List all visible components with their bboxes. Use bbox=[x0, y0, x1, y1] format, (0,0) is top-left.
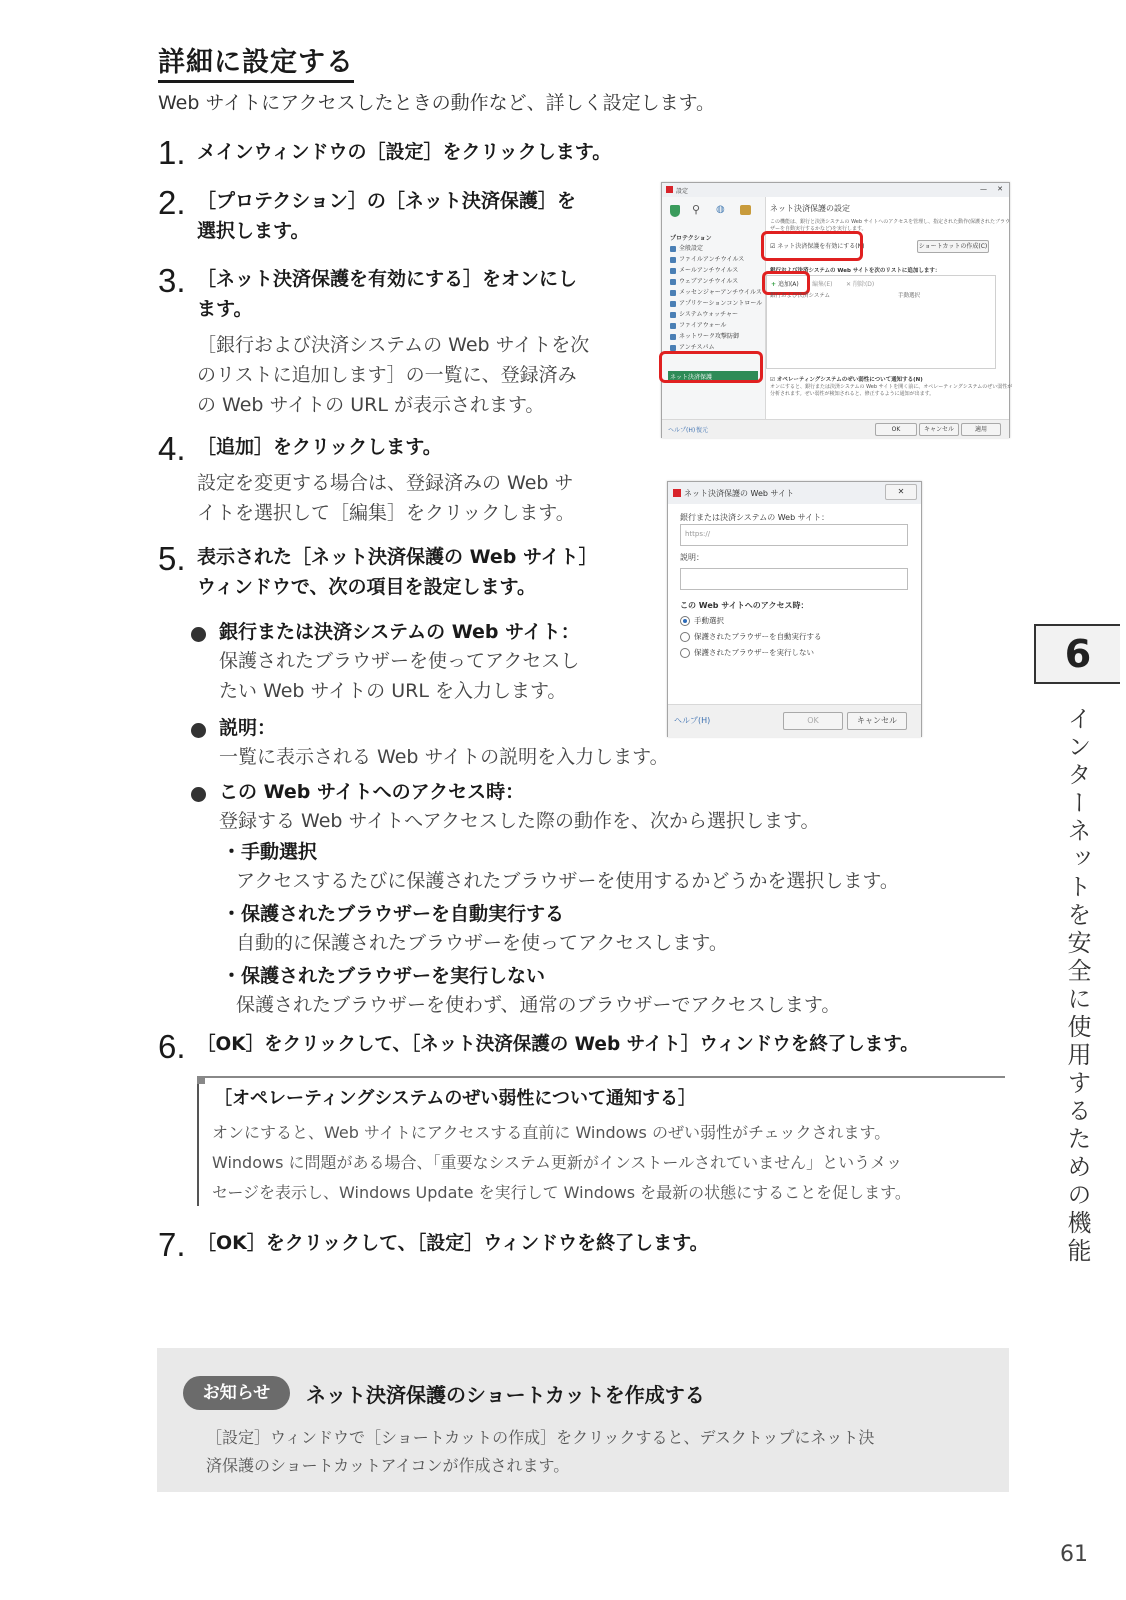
dialog-title: ネット決済保護の Web サイト bbox=[684, 489, 794, 498]
step-1-text: メインウィンドウの［設定］をクリックします。 bbox=[197, 141, 612, 163]
step-3-body-2: のリストに追加します］の一覧に、登録済み bbox=[197, 364, 577, 386]
step-number-1: 1. bbox=[158, 134, 186, 171]
bullet-1-body-2: たい Web サイトの URL を入力します。 bbox=[219, 680, 567, 702]
step-2-line-2: 選択します。 bbox=[197, 220, 310, 242]
shield-icon[interactable] bbox=[670, 205, 680, 217]
option-2-body: 自動的に保護されたブラウザーを使ってアクセスします。 bbox=[236, 932, 728, 954]
sidebar-item-icon bbox=[670, 246, 676, 252]
sidebar-item-file-av[interactable]: ファイルアンチウイルス bbox=[670, 254, 744, 263]
info-badge: お知らせ bbox=[183, 1376, 290, 1410]
briefcase-icon[interactable] bbox=[740, 205, 751, 215]
window-titlebar bbox=[662, 183, 1009, 197]
step-3-line-2: ます。 bbox=[197, 298, 253, 320]
cancel-button[interactable]: キャンセル bbox=[847, 712, 907, 730]
sidebar-item-safe-money[interactable]: ネット決済保護 bbox=[668, 371, 758, 382]
option-2-head: ・保護されたブラウザーを自動実行する bbox=[222, 903, 565, 925]
sidebar-item-icon bbox=[670, 312, 676, 318]
plus-icon: + bbox=[771, 281, 777, 288]
create-shortcut-button[interactable]: ショートカットの作成(C) bbox=[917, 240, 989, 253]
chapter-title: インターネットを安全に使用するための機能 bbox=[1063, 706, 1091, 1266]
url-placeholder: https:// bbox=[685, 530, 711, 538]
list-row-name: 銀行および決済システム bbox=[770, 293, 830, 299]
sidebar-item-app-control[interactable]: アプリケーションコントロール bbox=[670, 298, 762, 307]
bullet-3-head: この Web サイトへのアクセス時： bbox=[219, 781, 525, 803]
sidebar-item-icon bbox=[670, 268, 676, 274]
page-title: 詳細に設定する bbox=[158, 40, 354, 83]
apply-button[interactable]: 適用 bbox=[961, 423, 1001, 436]
radio-no-run[interactable] bbox=[680, 648, 690, 658]
option-3-head: ・保護されたブラウザーを実行しない bbox=[222, 965, 546, 987]
sidebar-item-icon bbox=[670, 290, 676, 296]
option-1-head: ・手動選択 bbox=[222, 841, 318, 863]
tools-icon[interactable]: ◍ bbox=[716, 204, 725, 215]
sidebar-item-icon bbox=[670, 323, 676, 329]
ok-button[interactable]: OK bbox=[875, 423, 917, 436]
sidebar-item-icon bbox=[670, 279, 676, 285]
page-number: 61 bbox=[1060, 1542, 1088, 1567]
url-label: 銀行または決済システムの Web サイト： bbox=[680, 513, 830, 522]
sidebar-item-im-av[interactable]: メッセンジャーアンチウイルス bbox=[670, 287, 762, 296]
ok-button[interactable]: OK bbox=[783, 712, 843, 730]
bullet-1-head: 銀行または決済システムの Web サイト： bbox=[219, 621, 580, 643]
step-number-7: 7. bbox=[158, 1226, 186, 1263]
enable-label: ネット決済保護を有効にする(N) bbox=[777, 243, 865, 250]
note-body bbox=[212, 1118, 911, 1208]
access-label: この Web サイトへのアクセス時： bbox=[680, 601, 809, 610]
os-vuln-checkbox[interactable]: ☑ オペレーティングシステムのぜい弱性について通知する(N) bbox=[770, 377, 923, 383]
safe-money-website-dialog-screenshot bbox=[667, 481, 922, 737]
minimize-icon[interactable]: — bbox=[980, 185, 987, 193]
step-number-2: 2. bbox=[158, 184, 186, 221]
info-body bbox=[206, 1424, 874, 1480]
radio-auto-run[interactable] bbox=[680, 632, 690, 642]
dialog-titlebar bbox=[668, 482, 921, 504]
dialog-footer bbox=[668, 704, 921, 737]
step-number-6: 6. bbox=[158, 1028, 186, 1065]
step-3-body-3: の Web サイトの URL が表示されます。 bbox=[197, 394, 545, 416]
sidebar-item-icon bbox=[670, 301, 676, 307]
bullet-1-body-1: 保護されたブラウザーを使ってアクセスし bbox=[219, 650, 580, 672]
bullet-2-head: 説明： bbox=[219, 717, 277, 739]
app-logo-icon bbox=[673, 489, 681, 497]
step-number-4: 4. bbox=[158, 430, 186, 467]
step-2-line-1: ［プロテクション］の［ネット決済保護］を bbox=[197, 190, 576, 212]
step-number-3: 3. bbox=[158, 262, 186, 299]
add-button[interactable]: + 追加(A) bbox=[771, 281, 799, 288]
help-link[interactable]: ヘルプ(H) bbox=[674, 716, 711, 725]
sidebar-group: プロテクション bbox=[670, 235, 712, 242]
close-icon[interactable]: ✕ bbox=[885, 484, 917, 500]
close-icon[interactable]: ✕ bbox=[997, 185, 1003, 193]
sidebar-item-icon bbox=[670, 257, 676, 263]
bullet-2-body: 一覧に表示される Web サイトの説明を入力します。 bbox=[219, 746, 669, 768]
step-3-line-1: ［ネット決済保護を有効にする］をオンにし bbox=[197, 268, 578, 290]
url-input[interactable] bbox=[680, 524, 908, 546]
radio-manual[interactable] bbox=[680, 616, 690, 626]
enable-checkbox[interactable]: ☑ ネット決済保護を有効にする(N) bbox=[770, 243, 865, 250]
step-4-body-1: 設定を変更する場合は、登録済みの Web サ bbox=[197, 472, 574, 494]
step-3-body-1: ［銀行および決済システムの Web サイトを次 bbox=[197, 334, 590, 356]
note-line-3: セージを表示し、Windows Update を実行して Windows を最新の状態にすることを促します。 bbox=[212, 1183, 911, 1202]
radio-auto-run-label: 保護されたブラウザーを自動実行する bbox=[694, 632, 822, 641]
highlight-enable bbox=[761, 231, 863, 261]
delete-button[interactable]: ✕ 削除(D) bbox=[846, 281, 875, 288]
note-line-1: オンにすると、Web サイトにアクセスする直前に Windows のぜい弱性がチェックされます。 bbox=[212, 1123, 891, 1142]
description-label: 説明： bbox=[680, 553, 704, 562]
help-link[interactable]: ヘルプ(H) bbox=[668, 427, 696, 434]
sidebar-item-firewall[interactable]: ファイアウォール bbox=[670, 320, 726, 329]
settings-sidebar bbox=[662, 197, 766, 419]
list-label: 銀行および決済システムの Web サイトを次のリストに追加します： bbox=[770, 268, 941, 274]
sidebar-item-general[interactable]: 全般設定 bbox=[670, 243, 703, 252]
step-7-text: ［OK］をクリックして、［設定］ウィンドウを終了します。 bbox=[197, 1232, 709, 1254]
step-4-body-2: イトを選択して［編集］をクリックします。 bbox=[197, 502, 575, 524]
note-line-2: Windows に問題がある場合、「重要なシステム更新がインストールされていません」というメッ bbox=[212, 1153, 903, 1172]
settings-window-screenshot bbox=[661, 182, 1013, 438]
radio-no-run-label: 保護されたブラウザーを実行しない bbox=[694, 648, 814, 657]
app-logo-icon bbox=[666, 186, 673, 193]
bullet-3-body: 登録する Web サイトへアクセスした際の動作を、次から選択します。 bbox=[219, 810, 820, 832]
radio-manual-label: 手動選択 bbox=[694, 616, 724, 625]
cancel-button[interactable]: キャンセル bbox=[919, 423, 959, 436]
sidebar-item-network-attack[interactable]: ネットワーク攻撃防御 bbox=[670, 331, 739, 340]
os-desc-line-1: オンにすると、銀行または決済システムの Web サイトを開く前に、オペレーティングシステムのぜい弱性が bbox=[770, 384, 1013, 390]
note-heading: ［オペレーティングシステムのぜい弱性について通知する］ bbox=[214, 1088, 697, 1109]
restore-link[interactable]: 復元 bbox=[696, 427, 709, 434]
bullet-dot bbox=[191, 627, 206, 642]
search-icon[interactable]: ⚲ bbox=[692, 203, 701, 216]
step-5-line-1: 表示された［ネット決済保護の Web サイト］ bbox=[197, 546, 598, 568]
pane-desc-line-1: この機能は、銀行と決済システムの Web サイトへのアクセスを管理し、指定された動作(保護されたブラウ bbox=[770, 219, 1011, 225]
highlight-safe-money bbox=[659, 351, 763, 383]
bullet-dot bbox=[191, 723, 206, 738]
info-title: ネット決済保護のショートカットを作成する bbox=[306, 1383, 705, 1407]
note-divider bbox=[197, 1076, 1005, 1078]
option-3-body: 保護されたブラウザーを使わず、通常のブラウザーでアクセスします。 bbox=[236, 994, 841, 1016]
chapter-tab: 6 bbox=[1034, 624, 1120, 684]
intro-text: Web サイトにアクセスしたときの動作など、詳しく設定します。 bbox=[158, 92, 716, 114]
window-footer bbox=[662, 419, 1009, 438]
step-number-5: 5. bbox=[158, 540, 186, 577]
info-line-2: 済保護のショートカットアイコンが作成されます。 bbox=[206, 1456, 570, 1475]
pane-title: ネット決済保護の設定 bbox=[770, 204, 850, 213]
option-1-body: アクセスするたびに保護されたブラウザーを使用するかどうかを選択します。 bbox=[236, 870, 899, 892]
info-line-1: ［設定］ウィンドウで［ショートカットの作成］をクリックすると、デスクトップにネット決 bbox=[206, 1428, 875, 1447]
note-marker bbox=[197, 1076, 205, 1084]
window-title: 設定 bbox=[676, 188, 689, 195]
list-row-action: 手動選択 bbox=[898, 293, 921, 299]
sidebar-item-mail-av[interactable]: メールアンチウイルス bbox=[670, 265, 738, 274]
sidebar-item-icon bbox=[670, 334, 676, 340]
step-4-text: ［追加］をクリックします。 bbox=[197, 436, 442, 458]
sidebar-item-icon bbox=[670, 345, 676, 351]
pane-desc-line-2: ザーを自動実行するかなど)を実行します。 bbox=[770, 226, 867, 232]
os-vuln-description bbox=[770, 384, 1012, 398]
step-5-line-2: ウィンドウで、次の項目を設定します。 bbox=[197, 576, 536, 598]
sidebar-item-web-av[interactable]: ウェブアンチウイルス bbox=[670, 276, 738, 285]
edit-button[interactable]: 編集(E) bbox=[812, 281, 833, 288]
bullet-dot bbox=[191, 787, 206, 802]
sidebar-item-system-watcher[interactable]: システムウォッチャー bbox=[670, 309, 738, 318]
description-input[interactable] bbox=[680, 568, 908, 590]
step-6-text: ［OK］をクリックして、［ネット決済保護の Web サイト］ウィンドウを終了します。 bbox=[197, 1034, 919, 1055]
os-desc-line-2: 分析されます。ぜい弱性が検知されると、修正するように通知が出ます。 bbox=[770, 391, 935, 397]
sidebar-item-antispam[interactable]: アンチスパム bbox=[670, 342, 715, 351]
